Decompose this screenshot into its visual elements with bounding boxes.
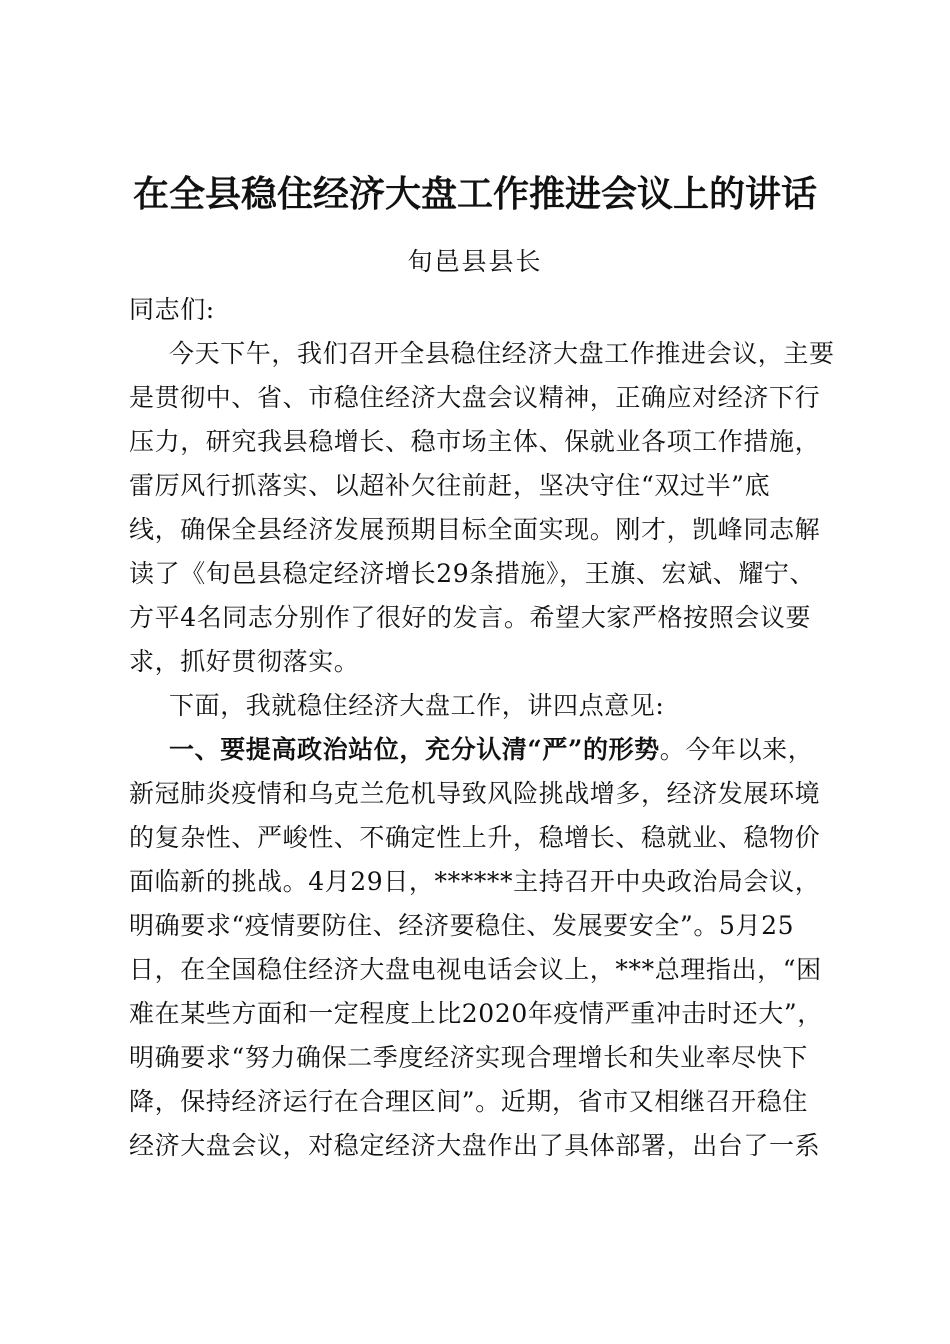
section-heading-line — [129, 728, 829, 772]
paragraph-line: 难在某些方面和一定程度上比2020年疫情严重冲击时还大”， — [129, 999, 823, 1028]
paragraph-line: 线，确保全县经济发展预期目标全面实现。刚才，凯峰同志解 — [129, 515, 821, 544]
paragraph-section-one — [129, 728, 829, 1168]
paragraph-line: 下面，我就稳住经济大盘工作，讲四点意见: — [169, 691, 665, 720]
paragraph-line: 求，抓好贯彻落实。 — [129, 647, 360, 676]
document-title: 在全县稳住经济大盘工作推进会议上的讲话 — [132, 173, 817, 215]
paragraph-line: 经济大盘会议，对稳定经济大盘作出了具体部署，出台了一系 — [129, 1131, 821, 1160]
paragraph-line: 的复杂性、严峻性、不确定性上升，稳增长、稳就业、稳物价 — [129, 823, 821, 852]
paragraph-line: 今天下午，我们召开全县稳住经济大盘工作推进会议，主要 — [169, 339, 835, 368]
paragraph-line: 方平4名同志分别作了很好的发言。希望大家严格按照会议要 — [129, 603, 812, 632]
paragraph-line: 新冠肺炎疫情和乌克兰危机导致风险挑战增多，经济发展环境 — [129, 779, 821, 808]
section-heading-rest: 。今年以来， — [659, 735, 814, 764]
paragraph-line: 读了《旬邑县稳定经济增长29条措施》，王旗、宏斌、耀宁、 — [129, 559, 816, 588]
paragraph-line: 是贯彻中、省、市稳住经济大盘会议精神，正确应对经济下行 — [129, 383, 821, 412]
paragraph-line: 雷厉风行抓落实、以超补欠往前赶，坚决守住“双过半”底 — [129, 471, 771, 500]
paragraph-line: 压力，研究我县稳增长、稳市场主体、保就业各项工作措施， — [129, 427, 821, 456]
paragraph-line: 面临新的挑战。4月29日，******主持召开中央政治局会议， — [129, 867, 821, 896]
document-author: 旬邑县县长 — [407, 247, 543, 276]
section-heading: 一、要提高政治站位，充分认清“严”的形势 — [169, 735, 660, 764]
paragraph-intro-points — [129, 684, 829, 728]
salutation: 同志们: — [129, 295, 215, 324]
paragraph-line: 日，在全国稳住经济大盘电视电话会议上，***总理指出，“困 — [129, 955, 822, 984]
paragraph-line: 明确要求“努力确保二季度经济实现合理增长和失业率尽快下 — [129, 1043, 808, 1072]
paragraph-line: 明确要求“疫情要防住、经济要稳住、发展要安全”。5月25 — [129, 911, 795, 940]
document-body — [129, 288, 835, 1168]
paragraph-line: 降，保持经济运行在合理区间”。近期，省市又相继召开稳住 — [129, 1087, 808, 1116]
paragraph-opening — [129, 332, 835, 684]
